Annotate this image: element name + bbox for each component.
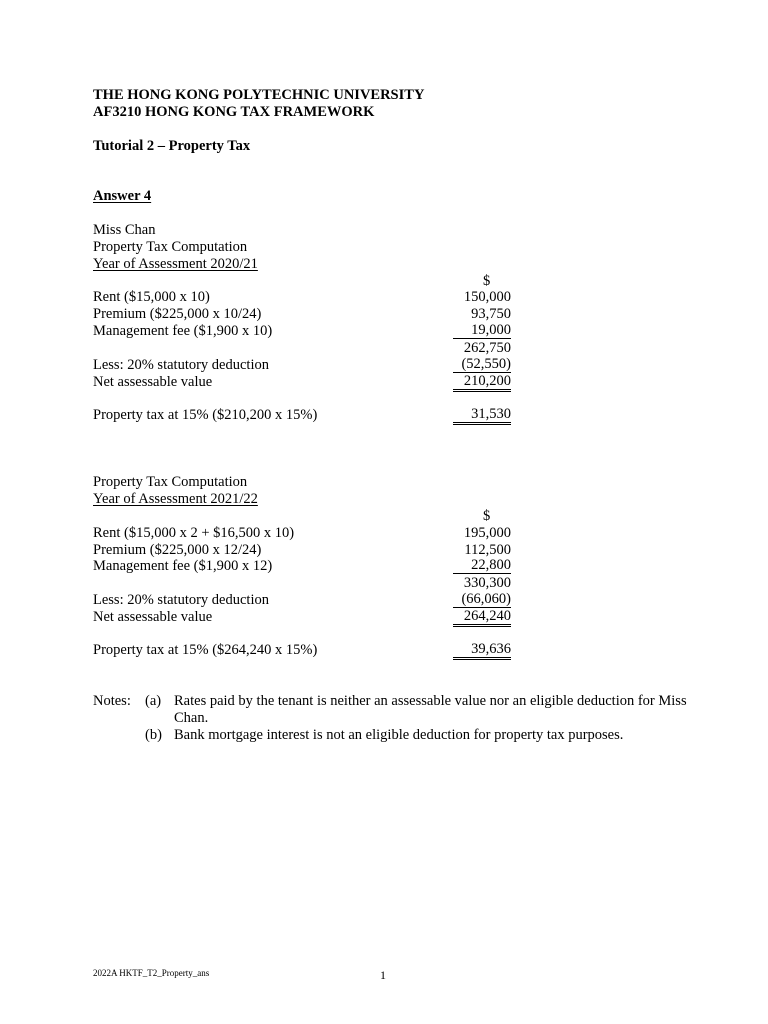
row-label: Rent ($15,000 x 2 + $16,500 x 10) — [93, 525, 295, 541]
row-label: Premium ($225,000 x 10/24) — [93, 306, 262, 322]
computation1-row-subtotal — [93, 340, 513, 357]
row-amount: 19,000 — [453, 323, 511, 339]
computation2-row-rent — [93, 525, 513, 542]
note-a-text: Rates paid by the tenant is neither an assessable value nor an eligible deduction for Miss Chan. — [174, 693, 687, 726]
note-b-text: Bank mortgage interest is not an eligible deduction for property tax purposes. — [174, 727, 624, 743]
notes-label: Notes: — [93, 693, 131, 709]
row-label: Net assessable value — [93, 374, 213, 390]
computation2-year: Year of Assessment 2021/22 — [93, 491, 258, 507]
row-amount: (66,060) — [453, 592, 511, 608]
computation1-row-deduction — [93, 357, 513, 374]
computation1-row-management-fee — [93, 323, 513, 340]
row-amount: (52,550) — [453, 357, 511, 373]
computation1-row-property-tax — [93, 407, 513, 424]
row-label: Premium ($225,000 x 12/24) — [93, 542, 262, 558]
computation2-row-subtotal — [93, 575, 513, 592]
computation1-title: Property Tax Computation — [93, 239, 248, 255]
row-amount: 31,530 — [453, 407, 511, 425]
note-a-key: (a) — [145, 693, 162, 709]
row-amount: 330,300 — [463, 575, 511, 591]
footer-filename: 2022A HKTF_T2_Property_ans — [93, 968, 210, 978]
row-label: Rent ($15,000 x 10) — [93, 289, 210, 305]
row-amount: 22,800 — [453, 558, 511, 574]
computation1-row-rent — [93, 289, 513, 306]
row-label: Property tax at 15% ($210,200 x 15%) — [93, 407, 318, 423]
row-amount: 195,000 — [463, 525, 511, 541]
row-label: Management fee ($1,900 x 10) — [93, 323, 273, 339]
course-title: AF3210 HONG KONG TAX FRAMEWORK — [93, 104, 375, 120]
computation2-title: Property Tax Computation — [93, 474, 248, 490]
row-label: Management fee ($1,900 x 12) — [93, 558, 273, 574]
computation1-currency: $ — [483, 273, 491, 289]
row-label: Less: 20% statutory deduction — [93, 357, 269, 373]
note-b-key: (b) — [145, 727, 162, 743]
row-amount: 264,240 — [453, 609, 511, 627]
answer-heading: Answer 4 — [93, 188, 152, 204]
computation2-row-premium — [93, 542, 513, 559]
row-label: Less: 20% statutory deduction — [93, 592, 269, 608]
row-amount: 210,200 — [453, 374, 511, 392]
computation2-row-deduction — [93, 592, 513, 609]
university-title: THE HONG KONG POLYTECHNIC UNIVERSITY — [93, 87, 425, 103]
computation2-currency: $ — [483, 508, 491, 524]
row-amount: 93,750 — [471, 306, 511, 322]
taxpayer-name: Miss Chan — [93, 222, 156, 238]
computation2-row-net-value — [93, 609, 513, 626]
row-label: Property tax at 15% ($264,240 x 15%) — [93, 642, 318, 658]
row-amount: 150,000 — [463, 289, 511, 305]
tutorial-title: Tutorial 2 – Property Tax — [93, 138, 251, 154]
computation1-year: Year of Assessment 2020/21 — [93, 256, 258, 272]
row-amount: 112,500 — [464, 542, 511, 558]
page-number: 1 — [380, 968, 386, 982]
computation2-row-property-tax — [93, 642, 513, 659]
computation2-row-management-fee — [93, 558, 513, 575]
row-label: Net assessable value — [93, 609, 213, 625]
computation1-row-premium — [93, 306, 513, 323]
computation1-row-net-value — [93, 374, 513, 391]
row-amount: 262,750 — [463, 340, 511, 356]
row-amount: 39,636 — [453, 642, 511, 660]
